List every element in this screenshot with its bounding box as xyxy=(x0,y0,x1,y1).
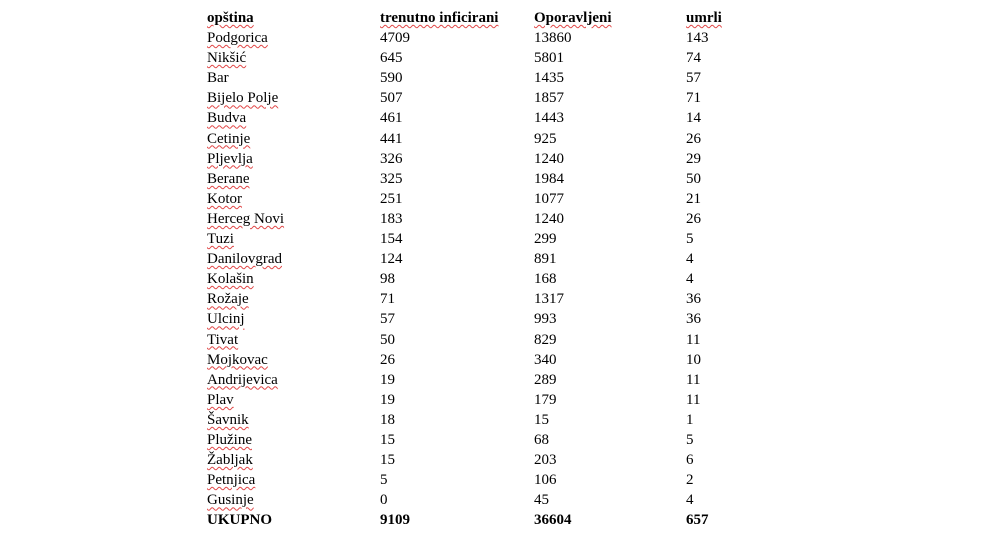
cell-umrli: 50 xyxy=(686,170,701,187)
cell-opstina: Mojkovac xyxy=(207,351,268,368)
cell-opstina: Ulcinj xyxy=(207,311,245,328)
cell-umrli: 143 xyxy=(686,30,709,47)
cell-opstina: Kolašin xyxy=(207,271,254,288)
cell-umrli: 11 xyxy=(686,331,701,348)
table-row xyxy=(207,68,766,88)
table-row xyxy=(207,249,766,269)
cell-umrli: 4 xyxy=(686,251,694,268)
cell-umrli: 74 xyxy=(686,50,701,67)
cell-opstina: Tivat xyxy=(207,331,239,348)
table-row xyxy=(207,390,766,410)
cell-inficirani: 507 xyxy=(380,90,403,107)
header-opstina: opština xyxy=(207,10,254,26)
table-row xyxy=(207,169,766,189)
cell-oporavljeni: 1077 xyxy=(534,190,564,207)
cell-oporavljeni: 925 xyxy=(534,130,557,147)
cell-opstina: Petnjica xyxy=(207,472,256,489)
table-header-row xyxy=(207,8,766,28)
table-row xyxy=(207,88,766,108)
cell-opstina: Pljevlja xyxy=(207,150,253,167)
total-inficirani: 9109 xyxy=(380,512,410,529)
cell-umrli: 26 xyxy=(686,130,701,147)
table-total-row xyxy=(207,510,766,530)
table-row xyxy=(207,350,766,370)
cell-inficirani: 4709 xyxy=(380,30,410,47)
header-trenutno-inficirani: trenutno inficirani xyxy=(380,10,499,26)
cell-umrli: 71 xyxy=(686,90,701,107)
cell-umrli: 11 xyxy=(686,371,701,388)
cell-inficirani: 124 xyxy=(380,251,403,268)
cell-inficirani: 18 xyxy=(380,411,395,428)
cell-umrli: 4 xyxy=(686,271,694,288)
cell-inficirani: 15 xyxy=(380,431,395,448)
table-row xyxy=(207,410,766,430)
cell-opstina: Andrijevica xyxy=(207,371,278,388)
cell-oporavljeni: 1240 xyxy=(534,150,564,167)
table-row xyxy=(207,48,766,68)
cell-umrli: 21 xyxy=(686,190,701,207)
cell-oporavljeni: 891 xyxy=(534,251,557,268)
table-row xyxy=(207,209,766,229)
cell-inficirani: 326 xyxy=(380,150,403,167)
table-row xyxy=(207,309,766,329)
cell-opstina: Bijelo Polje xyxy=(207,90,279,107)
cell-inficirani: 26 xyxy=(380,351,395,368)
table-row xyxy=(207,470,766,490)
cell-umrli: 1 xyxy=(686,411,694,428)
cell-opstina: Gusinje xyxy=(207,492,254,509)
cell-opstina: Plužine xyxy=(207,431,252,448)
cell-oporavljeni: 1443 xyxy=(534,110,564,127)
cell-inficirani: 461 xyxy=(380,110,403,127)
cell-opstina: Cetinje xyxy=(207,130,251,147)
cell-inficirani: 15 xyxy=(380,452,395,469)
cell-inficirani: 325 xyxy=(380,170,403,187)
cell-oporavljeni: 1240 xyxy=(534,210,564,227)
cell-oporavljeni: 289 xyxy=(534,371,557,388)
header-umrli: umrli xyxy=(686,10,722,26)
cell-oporavljeni: 179 xyxy=(534,391,557,408)
table-body xyxy=(207,28,766,530)
cell-inficirani: 645 xyxy=(380,50,403,67)
cell-inficirani: 19 xyxy=(380,391,395,408)
cell-oporavljeni: 106 xyxy=(534,472,557,489)
cell-inficirani: 251 xyxy=(380,190,403,207)
cell-opstina: Šavnik xyxy=(207,411,249,428)
cell-umrli: 4 xyxy=(686,492,694,509)
cell-opstina: Berane xyxy=(207,170,250,187)
cell-opstina: Danilovgrad xyxy=(207,251,282,268)
cell-umrli: 29 xyxy=(686,150,701,167)
cell-inficirani: 183 xyxy=(380,210,403,227)
cell-umrli: 36 xyxy=(686,311,701,328)
cell-umrli: 5 xyxy=(686,231,694,248)
cell-opstina: Žabljak xyxy=(207,452,253,469)
cell-umrli: 10 xyxy=(686,351,701,368)
table-row xyxy=(207,330,766,350)
cell-oporavljeni: 13860 xyxy=(534,30,572,47)
cell-oporavljeni: 1984 xyxy=(534,170,564,187)
cell-opstina: Nikšić xyxy=(207,50,247,67)
cell-oporavljeni: 1435 xyxy=(534,70,564,87)
cell-opstina: Kotor xyxy=(207,190,242,207)
cell-oporavljeni: 829 xyxy=(534,331,557,348)
table-row xyxy=(207,108,766,128)
cell-oporavljeni: 1317 xyxy=(534,291,564,308)
cell-inficirani: 50 xyxy=(380,331,395,348)
table-row xyxy=(207,450,766,470)
municipality-stats-table xyxy=(207,8,766,530)
cell-inficirani: 98 xyxy=(380,271,395,288)
cell-umrli: 14 xyxy=(686,110,701,127)
cell-umrli: 26 xyxy=(686,210,701,227)
cell-inficirani: 5 xyxy=(380,472,388,489)
total-oporavljeni: 36604 xyxy=(534,512,572,529)
cell-opstina: Podgorica xyxy=(207,30,268,47)
cell-oporavljeni: 45 xyxy=(534,492,549,509)
table-row xyxy=(207,129,766,149)
table-row xyxy=(207,370,766,390)
total-umrli: 657 xyxy=(686,512,709,529)
table-row xyxy=(207,149,766,169)
cell-umrli: 57 xyxy=(686,70,701,87)
cell-oporavljeni: 299 xyxy=(534,231,557,248)
cell-opstina: Plav xyxy=(207,391,234,408)
cell-oporavljeni: 203 xyxy=(534,452,557,469)
table-row xyxy=(207,28,766,48)
cell-opstina-text: Herceg Novi xyxy=(207,210,285,227)
cell-inficirani: 71 xyxy=(380,291,395,308)
cell-inficirani: 57 xyxy=(380,311,395,328)
table-row xyxy=(207,269,766,289)
cell-umrli: 5 xyxy=(686,431,694,448)
cell-opstina: Rožaje xyxy=(207,291,249,308)
cell-umrli: 6 xyxy=(686,452,694,469)
cell-inficirani: 0 xyxy=(380,492,388,509)
cell-oporavljeni: 340 xyxy=(534,351,557,368)
cell-oporavljeni: 5801 xyxy=(534,50,564,67)
cell-inficirani: 441 xyxy=(380,130,403,147)
total-label: UKUPNO xyxy=(207,512,272,529)
cell-opstina: Bar xyxy=(207,70,229,87)
cell-oporavljeni: 993 xyxy=(534,311,557,328)
table-row xyxy=(207,430,766,450)
cell-inficirani: 19 xyxy=(380,371,395,388)
cell-opstina xyxy=(207,209,380,229)
cell-opstina: Budva xyxy=(207,110,247,127)
cell-umrli: 2 xyxy=(686,472,694,489)
cell-umrli: 11 xyxy=(686,391,701,408)
cell-inficirani: 590 xyxy=(380,70,403,87)
table-row xyxy=(207,189,766,209)
cell-oporavljeni: 1857 xyxy=(534,90,564,107)
cell-inficirani: 154 xyxy=(380,231,403,248)
cell-oporavljeni: 168 xyxy=(534,271,557,288)
table-row xyxy=(207,289,766,309)
table-row xyxy=(207,490,766,510)
cell-oporavljeni: 68 xyxy=(534,431,549,448)
cell-oporavljeni: 15 xyxy=(534,411,549,428)
table-row xyxy=(207,229,766,249)
cell-umrli: 36 xyxy=(686,291,701,308)
header-oporavljeni: Oporavljeni xyxy=(534,10,612,26)
cell-opstina: Tuzi xyxy=(207,231,234,248)
